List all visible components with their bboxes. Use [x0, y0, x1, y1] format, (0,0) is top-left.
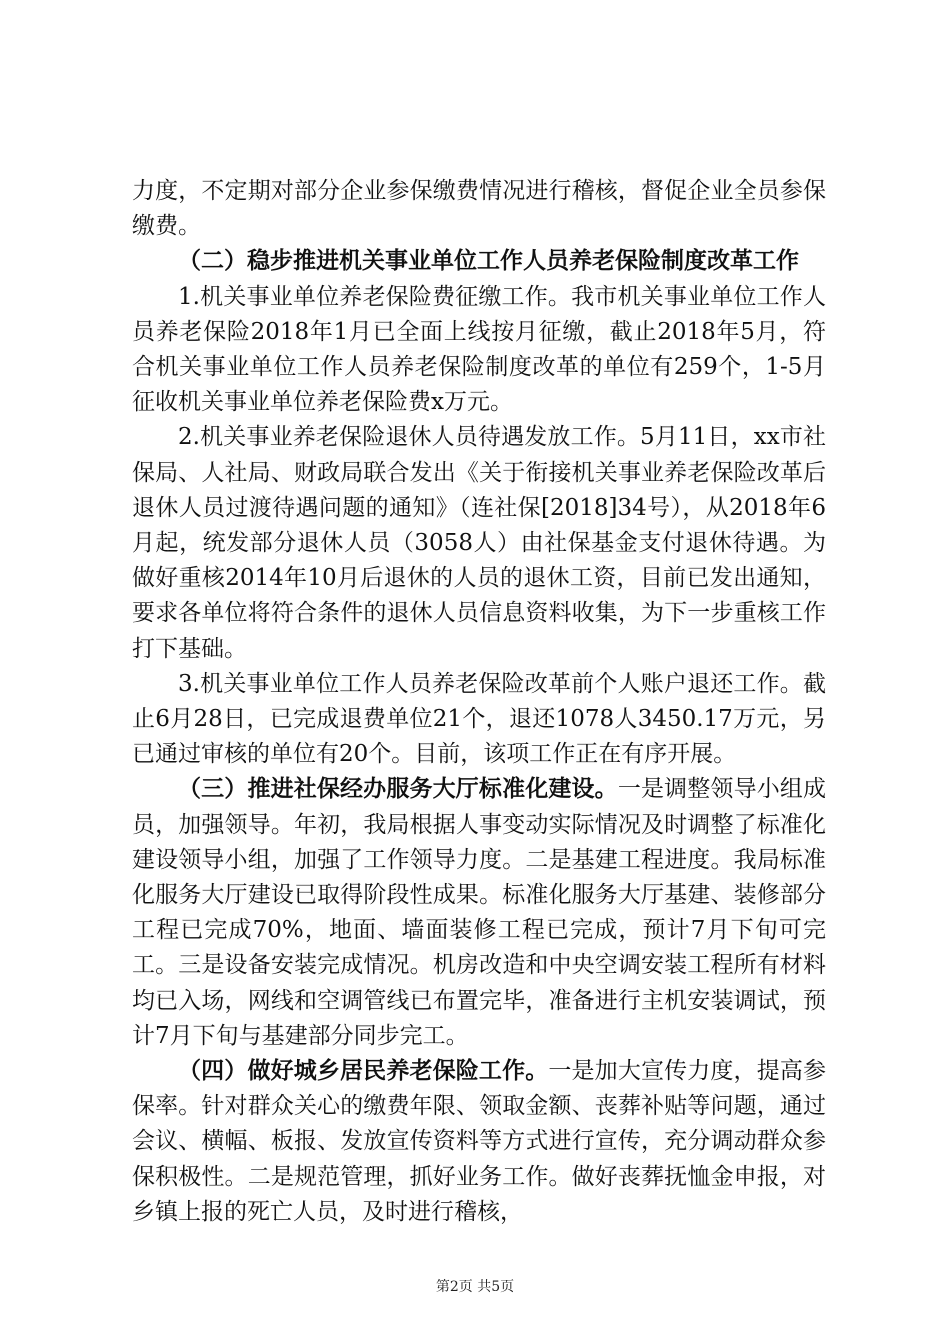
paragraph-continuation: 力度，不定期对部分企业参保缴费情况进行稽核，督促企业全员参保缴费。: [132, 178, 826, 240]
paragraph-item-3: 3.机关事业单位工作人员养老保险改革前个人账户退还工作。截止6月28日，已完成退费单位21个，退还1078人3450.17万元，另已通过审核的单位有20个。目前，该项工作正在有序开展。: [132, 670, 826, 768]
page-footer: 第2页 共5页: [435, 1279, 515, 1295]
paragraph-item-1: 1.机关事业单位养老保险费征缴工作。我市机关事业单位工作人员养老保险2018年1月已全面上线按月征缴，截止2018年5月，符合机关事业单位工作人员养老保险制度改革的单位有259个，1-5月征收机关事业单位养老保险费x万元。: [132, 283, 826, 416]
section-4-body: 一是加大宣传力度，提高参保率。针对群众关心的缴费年限、领取金额、丧葬补贴等问题，通过会议、横幅、板报、发放宣传资料等方式进行宣传，充分调动群众参保积极性。二是规范管理，抓好业务工作。做好丧葬抚恤金申报，对乡镇上报的死亡人员，及时进行稽核，: [132, 1058, 827, 1225]
paragraph-item-2: 2.机关事业养老保险退休人员待遇发放工作。5月11日，xx市社保局、人社局、财政局联合发出《关于衔接机关事业养老保险改革后退休人员过渡待遇问题的通知》（连社保[2018]34号），从2018年6月起，统发部分退休人员（3058人）由社保基金支付退休待遇。为做好重核2014年10月后退休的人员的退休工资，目前已发出通知，要求各单位将符合条件的退休人员信息资料收集，为下一步重核工作打下基础。: [132, 424, 826, 662]
section-3-body: 一是调整领导小组成员，加强领导。年初，我局根据人事变动实际情况及时调整了标准化建设领导小组，加强了工作领导力度。二是基建工程进度。我局标准化服务大厅建设已取得阶段性成果。标准化服务大厅基建、装修部分工程已完成70%，地面、墙面装修工程已完成，预计7月下旬可完工。三是设备安装完成情况。机房改造和中央空调安装工程所有材料均已入场，网线和空调管线已布置完毕，准备进行主机安装调试，预计7月下旬与基建部分同步完工。: [132, 776, 827, 1049]
section-heading-4: （四）做好城乡居民养老保险工作。: [178, 1058, 549, 1085]
section-heading-3: （三）推进社保经办服务大厅标准化建设。: [178, 776, 618, 803]
paragraph-section-4: [132, 1054, 826, 1230]
document-body: [132, 174, 826, 1230]
paragraph-section-3: [132, 772, 826, 1054]
section-heading-2: （二）稳步推进机关事业单位工作人员养老保险制度改革工作: [178, 248, 799, 275]
